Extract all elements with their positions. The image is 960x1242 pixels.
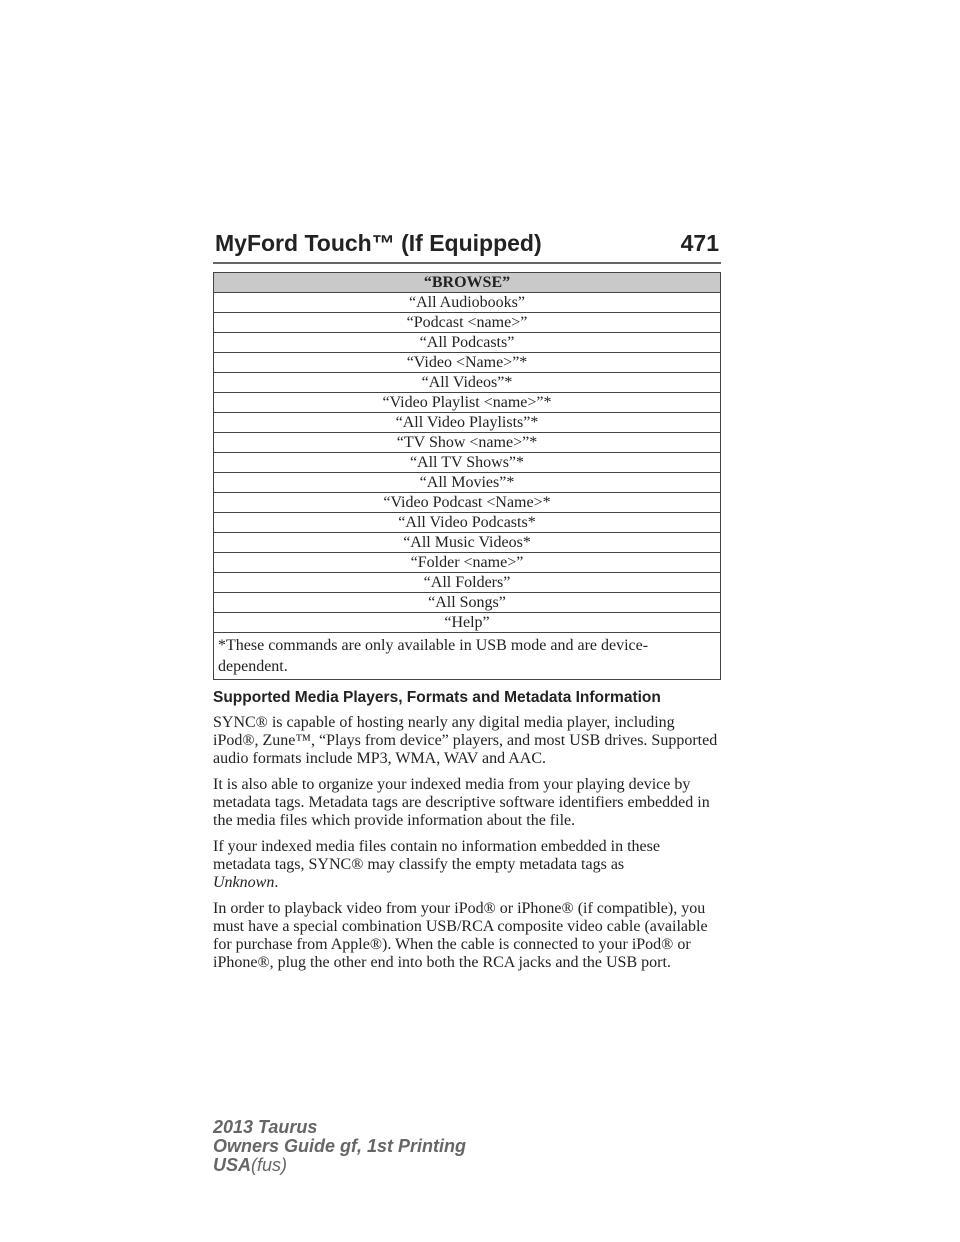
table-cell: “All Movies”* (214, 473, 721, 493)
paragraph-unknown-text: If your indexed media files contain no information embedded in these metadata tags, SYNC® may classify the empty metadata tags as (213, 838, 660, 873)
table-header-cell: “BROWSE” (214, 273, 721, 293)
browse-commands-table (213, 272, 721, 680)
table-row (214, 413, 721, 433)
table-cell: “Video <Name>”* (214, 353, 721, 373)
paragraph-unknown (213, 838, 721, 892)
paragraph-metadata: It is also able to organize your indexed media from your playing device by metadata tags. Metadata tags are descriptive software identifiers embedded in the media files which provide information about the file. (213, 776, 710, 829)
paragraph-players: SYNC® is capable of hosting nearly any digital media player, including iPod®, Zune™, “Plays from device” players, and most USB drives. Supported audio formats include MP3, WMA, WAV and AAC. (213, 714, 718, 767)
footer-market (213, 1156, 466, 1175)
table-cell: “All Folders” (214, 573, 721, 593)
table-cell: “All Video Podcasts* (214, 513, 721, 533)
table-row (214, 333, 721, 353)
table-row (214, 613, 721, 633)
table-note-row (214, 633, 721, 680)
table-row (214, 473, 721, 493)
table-cell: “Video Playlist <name>”* (214, 393, 721, 413)
table-row (214, 353, 721, 373)
table-cell: “Help” (214, 613, 721, 633)
table-row (214, 513, 721, 533)
table-cell: “Folder <name>” (214, 553, 721, 573)
table-cell: “Podcast <name>” (214, 313, 721, 333)
table-row (214, 373, 721, 393)
table-footnote: *These commands are only available in USB mode and are device-dependent. (214, 633, 721, 680)
table-cell: “All Podcasts” (214, 333, 721, 353)
paragraph-unknown-end: . (274, 874, 279, 891)
section-title: MyFord Touch™ (If Equipped) (215, 230, 542, 256)
page-number: 471 (680, 230, 719, 256)
paragraph-video: In order to playback video from your iPod® or iPhone® (if compatible), you must have a special combination USB/RCA composite video cable (available for purchase from Apple®). When the cable is connected to your iPod® or iPhone®, plug the other end into both the RCA jacks and the USB port. (213, 900, 708, 971)
table-cell: “All TV Shows”* (214, 453, 721, 473)
table-row (214, 493, 721, 513)
table-row (214, 573, 721, 593)
table-row (214, 593, 721, 613)
body-content (213, 688, 721, 980)
footer-guide: Owners Guide gf, 1st Printing (213, 1136, 467, 1156)
section-heading: Supported Media Players, Formats and Metadata Information (213, 689, 661, 706)
table-header-row (214, 273, 721, 293)
table-row (214, 433, 721, 453)
table-row (214, 553, 721, 573)
table-cell: “All Video Playlists”* (214, 413, 721, 433)
table-cell: “Video Podcast <Name>* (214, 493, 721, 513)
unknown-term: Unknown (213, 874, 275, 891)
footer-model: 2013 Taurus (213, 1117, 318, 1137)
table-row (214, 453, 721, 473)
footer-market-code: (fus) (251, 1155, 288, 1175)
table-row (214, 533, 721, 553)
table-cell: “All Videos”* (214, 373, 721, 393)
page-footer (213, 1118, 466, 1175)
table-cell: “All Music Videos* (214, 533, 721, 553)
table-cell: “All Songs” (214, 593, 721, 613)
page-header (213, 228, 721, 264)
table-row (214, 293, 721, 313)
table-cell: “All Audiobooks” (214, 293, 721, 313)
table-cell: “TV Show <name>”* (214, 433, 721, 453)
footer-market-name: USA (213, 1155, 252, 1175)
table-row (214, 393, 721, 413)
table-row (214, 313, 721, 333)
